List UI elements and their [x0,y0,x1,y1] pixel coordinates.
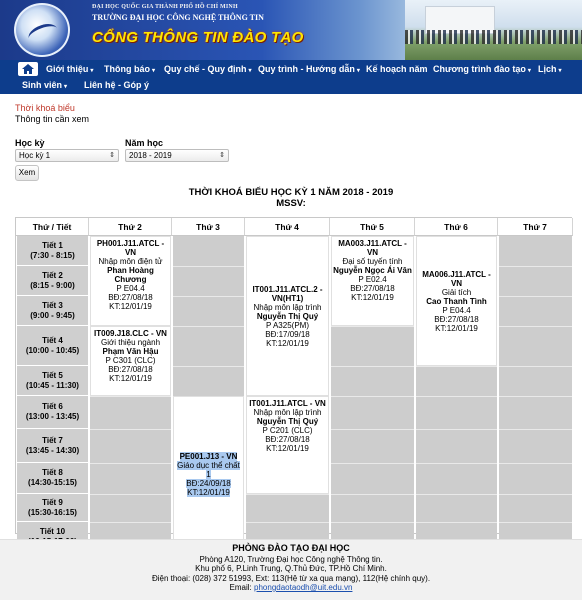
row-divider [331,463,414,464]
lesson-name: Tiết 3 [42,300,63,310]
course-code: PE001.J13 - VN [179,451,238,461]
chevron-down-icon: ▾ [90,68,94,74]
row-divider [331,326,414,327]
header-day-5: Thứ 6 [415,218,498,236]
course-end-date: KT:12/01/19 [351,293,394,302]
nav-lien-he[interactable]: Liên hệ - Góp ý [84,80,150,90]
row-divider [331,494,414,495]
lesson-cell [17,326,88,366]
lesson-name: Tiết 5 [42,370,63,380]
row-divider [499,266,572,267]
course-room: P C201 (CLC) [262,426,313,435]
banner-photo [405,0,582,60]
course-teacher: Phan Hoàng Chương [107,266,154,284]
course-block[interactable] [90,326,171,396]
row-divider [331,429,414,430]
course-end-date: KT:12/01/19 [109,374,152,383]
row-divider [499,494,572,495]
footer [0,539,582,600]
lesson-name: Tiết 6 [42,402,63,411]
row-divider [499,463,572,464]
lesson-time: (10:00 - 10:45) [25,345,80,355]
course-name: Đại số tuyến tính [342,257,403,266]
course-end-date: KT:12/01/19 [266,444,309,453]
course-code: MA006.J11.ATCL - VN [422,269,491,288]
course-block[interactable] [90,236,171,326]
header-day-4: Thứ 5 [330,218,415,236]
course-end-date: KT:12/01/19 [187,487,230,497]
course-teacher: Cao Thanh Tình [426,296,487,306]
row-divider [499,396,572,397]
breadcrumb[interactable]: Thời khoá biểu [15,103,75,113]
timetable [15,217,572,534]
select-arrows-icon: ⇕ [109,152,115,159]
course-teacher: Nguyễn Thị Quý [256,417,319,426]
course-code: IT001.J11.ATCL - VN [249,399,326,408]
semester-select-value: Học kỳ 1 [19,151,51,160]
lesson-cell [17,494,88,522]
course-code: IT001.J11.ATCL.2 - VN(HT1) [252,284,323,303]
footer-phone: Điện thoại: (028) 372 51993, Ext: 113(Hệ từ xa qua mạng), 112(Hệ chính quy). [151,573,431,583]
course-code: IT009.J18.CLC - VN [94,329,167,338]
lesson-name: Tiết 1 [42,240,63,250]
day-column-6 [499,236,572,551]
lesson-cell [17,236,88,266]
course-block[interactable] [246,236,329,396]
row-divider [499,326,572,327]
nav-quy-che[interactable]: Quy chế - Quy định ▾ [164,64,252,74]
course-end-date: KT:12/01/19 [266,338,309,348]
course-name: Nhập môn lập trình [253,408,322,417]
lesson-name: Tiết 2 [42,270,63,280]
row-divider [416,396,497,397]
year-label: Năm học [125,138,164,148]
row-divider [416,522,497,523]
lesson-name: Tiết 4 [42,335,63,345]
row-divider [90,522,171,523]
course-block[interactable] [246,396,329,494]
chevron-down-icon: ▾ [356,68,360,74]
course-block[interactable] [416,236,497,366]
footer-email-label: Email: [229,583,252,592]
header-university-name: TRƯỜNG ĐẠI HỌC CÔNG NGHỆ THÔNG TIN [92,13,264,22]
course-block[interactable] [331,236,414,326]
course-room: P E02.4 [358,275,387,284]
header-parent-org: ĐẠI HỌC QUỐC GIA THÀNH PHỐ HỒ CHÍ MINH [92,4,238,10]
main-navigation [0,60,582,94]
course-room: P E04.4 [116,284,145,293]
header-banner [0,0,582,60]
course-end-date: KT:12/01/19 [109,302,152,311]
nav-quy-trinh[interactable]: Quy trình - Hướng dẫn ▾ [258,64,360,74]
course-start-date: BĐ:24/09/18 [186,478,231,488]
row-divider [499,366,572,367]
header-day-1: Thứ 2 [89,218,172,236]
row-divider [499,522,572,523]
row-divider [90,429,171,430]
lesson-cell [17,429,88,463]
footer-email-row [0,583,582,593]
chevron-down-icon: ▾ [64,84,68,90]
lesson-time: (13:00 - 13:45) [25,412,80,421]
course-name: Nhập môn lập trình [253,302,322,312]
banner-people-image [405,30,582,44]
row-divider [416,429,497,430]
course-block[interactable] [173,396,244,552]
row-divider [173,366,244,367]
year-select[interactable] [125,149,229,162]
lesson-cell [17,396,88,429]
lesson-time: (9:00 - 9:45) [30,310,75,320]
header-day-3: Thứ 4 [245,218,330,236]
header-day-6: Thứ 7 [498,218,573,236]
course-name: Nhập môn điện tử [98,257,163,266]
semester-label: Học kỳ [15,138,45,148]
course-room: P A325(PM) [266,320,309,330]
course-name: Giáo dục thể chất 1 [177,460,240,479]
row-divider [246,494,329,495]
lesson-name: Tiết 8 [42,468,63,477]
lesson-time: (10:45 - 11:30) [26,380,79,390]
chevron-down-icon: ▾ [248,68,252,74]
footer-title: PHÒNG ĐÀO TẠO ĐẠI HỌC [232,543,350,553]
row-divider [246,522,329,523]
lesson-name: Tiết 7 [42,435,63,445]
lesson-time: (7:30 - 8:15) [30,250,75,260]
course-room: P E04.4 [442,305,471,315]
row-divider [90,494,171,495]
nav-gioi-thieu[interactable]: Giới thiệu ▾ [46,64,94,74]
lesson-time: (8:15 - 9:00) [30,280,75,290]
chevron-down-icon: ▾ [527,68,531,74]
course-name: Giới thiệu ngành [100,338,161,347]
semester-select[interactable] [15,149,119,162]
nav-chuong-trinh-dao-tao[interactable]: Chương trình đào tạo ▾ [433,64,531,74]
course-start-date: BĐ:27/08/18 [434,314,479,324]
university-logo[interactable] [14,3,70,57]
portal-title: CỔNG THÔNG TIN ĐÀO TẠO [92,29,304,46]
row-divider [173,326,244,327]
course-room: P C301 (CLC) [105,356,156,365]
section-subtitle: Thông tin cần xem [15,114,90,124]
row-divider [173,296,244,297]
course-teacher: Nguyễn Thị Quý [256,311,319,321]
row-divider [173,266,244,267]
footer-email-link[interactable]: phongdaotaodh@uit.edu.vn [254,583,353,592]
lesson-time: (13:45 - 14:30) [25,445,80,455]
chevron-down-icon: ▾ [558,68,562,74]
row-divider [331,366,414,367]
row-divider [331,522,414,523]
home-button[interactable] [18,62,38,76]
course-start-date: BĐ:27/08/18 [108,293,153,302]
view-button[interactable]: Xem [15,165,39,181]
row-divider [331,396,414,397]
year-select-value: 2018 - 2019 [129,151,172,160]
course-end-date: KT:12/01/19 [435,323,478,333]
row-divider [416,463,497,464]
course-start-date: BĐ:17/09/18 [265,329,310,339]
course-teacher: Phạm Văn Hậu [102,347,159,356]
course-name: Giải tích [441,287,472,297]
lesson-cell [17,366,88,396]
row-divider [416,494,497,495]
student-id-label: MSSV: [276,198,306,209]
course-teacher: Nguyễn Ngọc Ái Vân [333,266,412,275]
row-divider [416,366,497,367]
nav-ke-hoach-nam[interactable]: Kế hoạch năm [366,64,428,74]
footer-address-2: Khu phố 6, P.Linh Trung, Q.Thủ Đức, TP.Hồ Chí Minh. [195,564,387,573]
row-divider [499,429,572,430]
course-code: MA003.J11.ATCL - VN [338,239,407,257]
row-divider [90,396,171,397]
nav-sinh-vien[interactable]: Sinh viên ▾ [22,80,68,90]
nav-lich[interactable]: Lịch ▾ [538,64,562,74]
row-divider [499,296,572,297]
lesson-time: (15:30-16:15) [28,507,77,517]
lesson-cell [17,296,88,326]
footer-address-1: Phòng A120, Trường Đại học Công nghệ Thông tin. [199,554,383,564]
lesson-name: Tiết 10 [39,526,66,536]
course-start-date: BĐ:27/08/18 [108,365,153,374]
lesson-cell [17,463,88,494]
nav-thong-bao[interactable]: Thông báo ▾ [104,64,156,74]
select-arrows-icon: ⇕ [219,152,225,159]
lesson-name: Tiết 9 [42,497,63,507]
header-lesson-column: Thứ / Tiết [16,218,89,236]
lesson-time: (14:30-15:15) [28,478,77,487]
header-day-2: Thứ 3 [172,218,245,236]
timetable-title: THỜI KHOÁ BIỂU HỌC KỲ 1 NĂM 2018 - 2019 [188,187,394,198]
course-start-date: BĐ:27/08/18 [265,435,310,444]
home-icon [22,64,34,74]
course-code: PH001.J11.ATCL - VN [96,239,165,257]
chevron-down-icon: ▾ [152,68,156,74]
course-start-date: BĐ:27/08/18 [350,284,395,293]
lesson-cell [17,266,88,296]
row-divider [90,463,171,464]
